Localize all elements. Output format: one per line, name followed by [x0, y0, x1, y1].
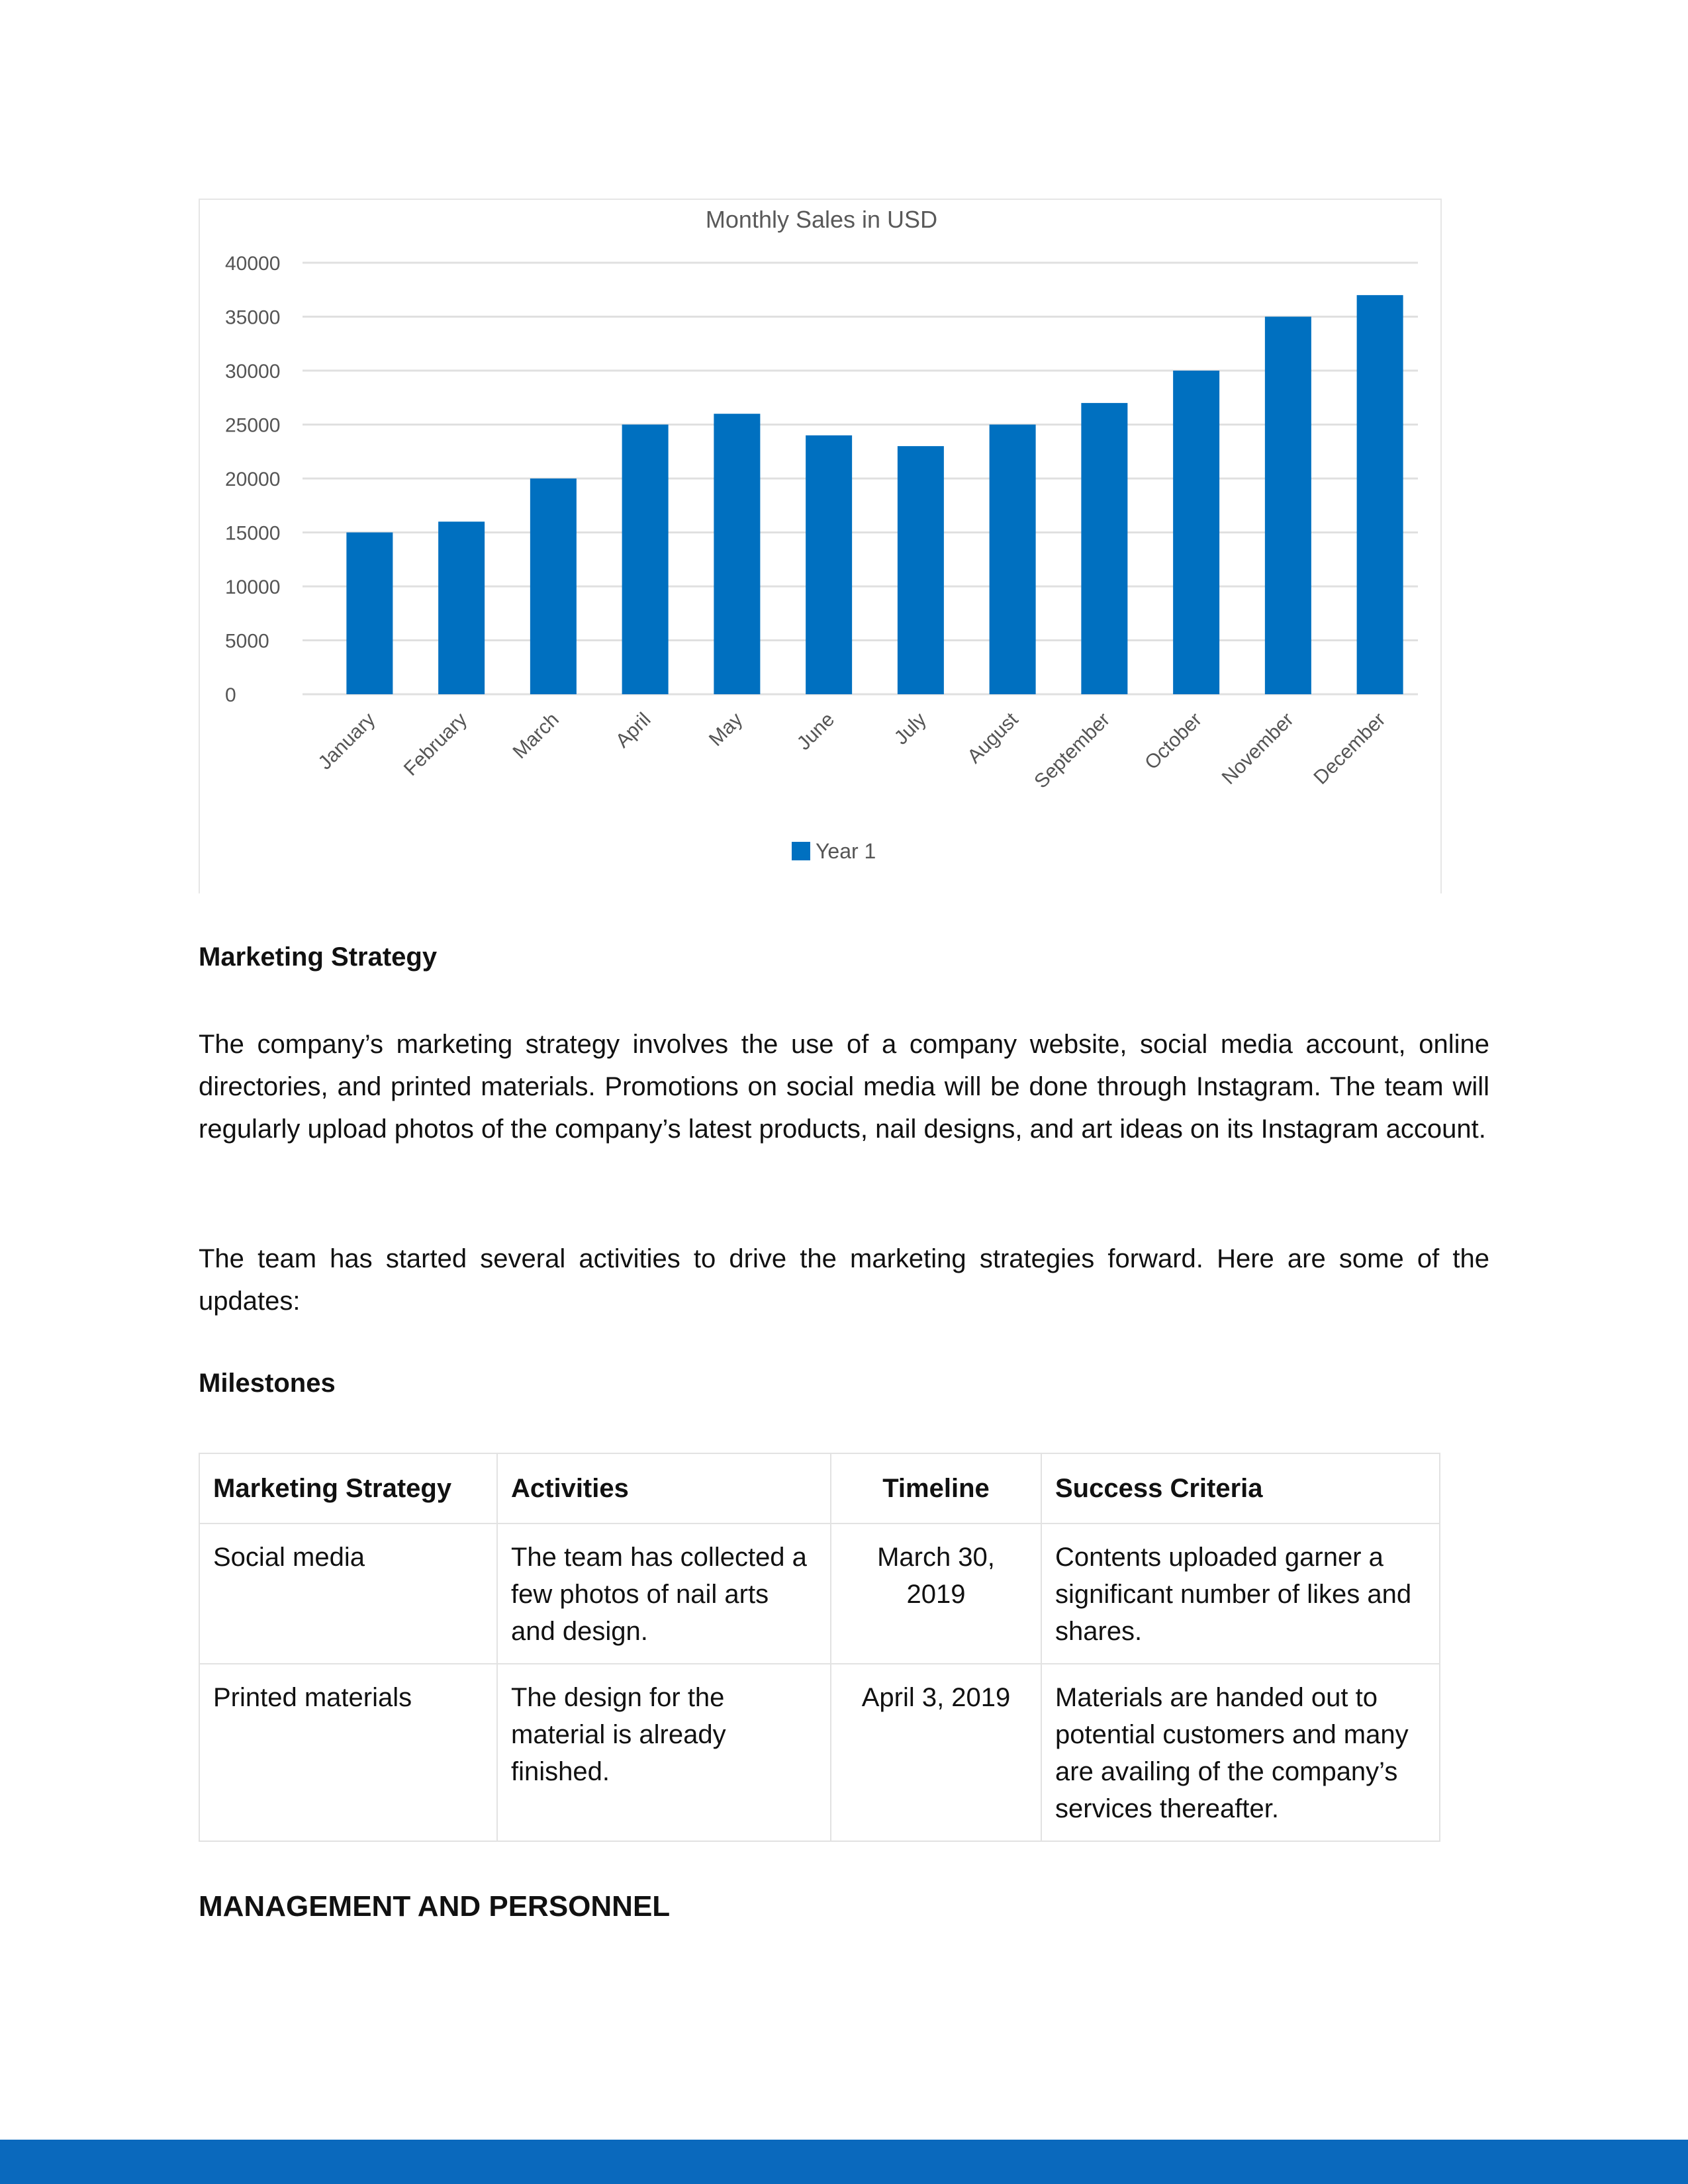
bar	[346, 533, 393, 695]
x-tick-label: March	[508, 708, 563, 763]
milestones-table	[199, 1453, 1440, 1842]
chart-title: Monthly Sales in USD	[705, 206, 938, 233]
y-tick-label: 0	[225, 684, 236, 706]
y-tick-label: 30000	[225, 361, 281, 383]
milestones-heading: Milestones	[199, 1369, 336, 1398]
x-tick-label: November	[1217, 708, 1298, 789]
table-header-row	[199, 1453, 1440, 1524]
bar	[1081, 403, 1127, 694]
bar	[898, 446, 944, 694]
x-tick-label: December	[1309, 708, 1390, 789]
x-tick-label: September	[1030, 708, 1115, 793]
table-row	[199, 1664, 1440, 1841]
x-tick-label: June	[792, 708, 839, 754]
x-tick-label: May	[704, 708, 747, 751]
header-activities: Activities	[497, 1453, 831, 1524]
table-row	[199, 1524, 1440, 1664]
header-marketing-strategy: Marketing Strategy	[199, 1453, 497, 1524]
bar	[1357, 295, 1403, 694]
x-tick-label: July	[890, 708, 931, 749]
header-timeline: Timeline	[831, 1453, 1041, 1524]
x-tick-label: August	[963, 708, 1023, 768]
footer-bar	[0, 2140, 1688, 2184]
bar	[806, 435, 852, 694]
x-tick-label: January	[314, 708, 380, 774]
cell-activities: The design for the material is already finished.	[497, 1664, 831, 1841]
y-tick-label: 20000	[225, 469, 281, 490]
cell-timeline: March 30, 2019	[831, 1524, 1041, 1664]
cell-timeline: April 3, 2019	[831, 1664, 1041, 1841]
y-tick-label: 10000	[225, 576, 281, 598]
bar	[1173, 371, 1219, 694]
monthly-sales-chart	[199, 199, 1442, 893]
bar	[622, 425, 669, 695]
header-success-criteria: Success Criteria	[1041, 1453, 1440, 1524]
legend-label: Year 1	[816, 839, 876, 863]
y-tick-label: 40000	[225, 253, 281, 275]
x-tick-label: April	[611, 708, 655, 752]
y-tick-label: 35000	[225, 306, 281, 329]
cell-success-criteria: Contents uploaded garner a significant number of likes and shares.	[1041, 1524, 1440, 1664]
bar	[990, 425, 1036, 695]
chart-svg	[200, 200, 1443, 895]
x-tick-label: February	[399, 708, 472, 780]
x-tick-label: October	[1141, 708, 1207, 774]
y-tick-label: 15000	[225, 522, 281, 545]
marketing-paragraph-2: The team has started several activities to drive the marketing strategies forward. Here are some of the updates:	[199, 1244, 1489, 1316]
cell-strategy: Social media	[199, 1524, 497, 1664]
bar	[714, 414, 760, 694]
cell-activities: The team has collected a few photos of nail arts and design.	[497, 1524, 831, 1664]
legend-swatch	[792, 842, 810, 860]
y-tick-label: 5000	[225, 630, 269, 653]
bar	[530, 478, 577, 694]
y-tick-label: 25000	[225, 414, 281, 437]
marketing-paragraph-1: The company’s marketing strategy involves the use of a company website, social media account, online directories, and printed materials. Promotions on social media will be done through Instagram. The team will regularly upload photos of the company’s latest products, nail designs, and art ideas on its Instagram account.	[199, 1030, 1489, 1144]
marketing-strategy-heading: Marketing Strategy	[199, 942, 438, 972]
management-heading: MANAGEMENT AND PERSONNEL	[199, 1890, 671, 1923]
cell-strategy: Printed materials	[199, 1664, 497, 1841]
cell-success-criteria: Materials are handed out to potential customers and many are availing of the company’s services thereafter.	[1041, 1664, 1440, 1841]
bar	[1265, 317, 1311, 695]
bar	[438, 522, 485, 694]
